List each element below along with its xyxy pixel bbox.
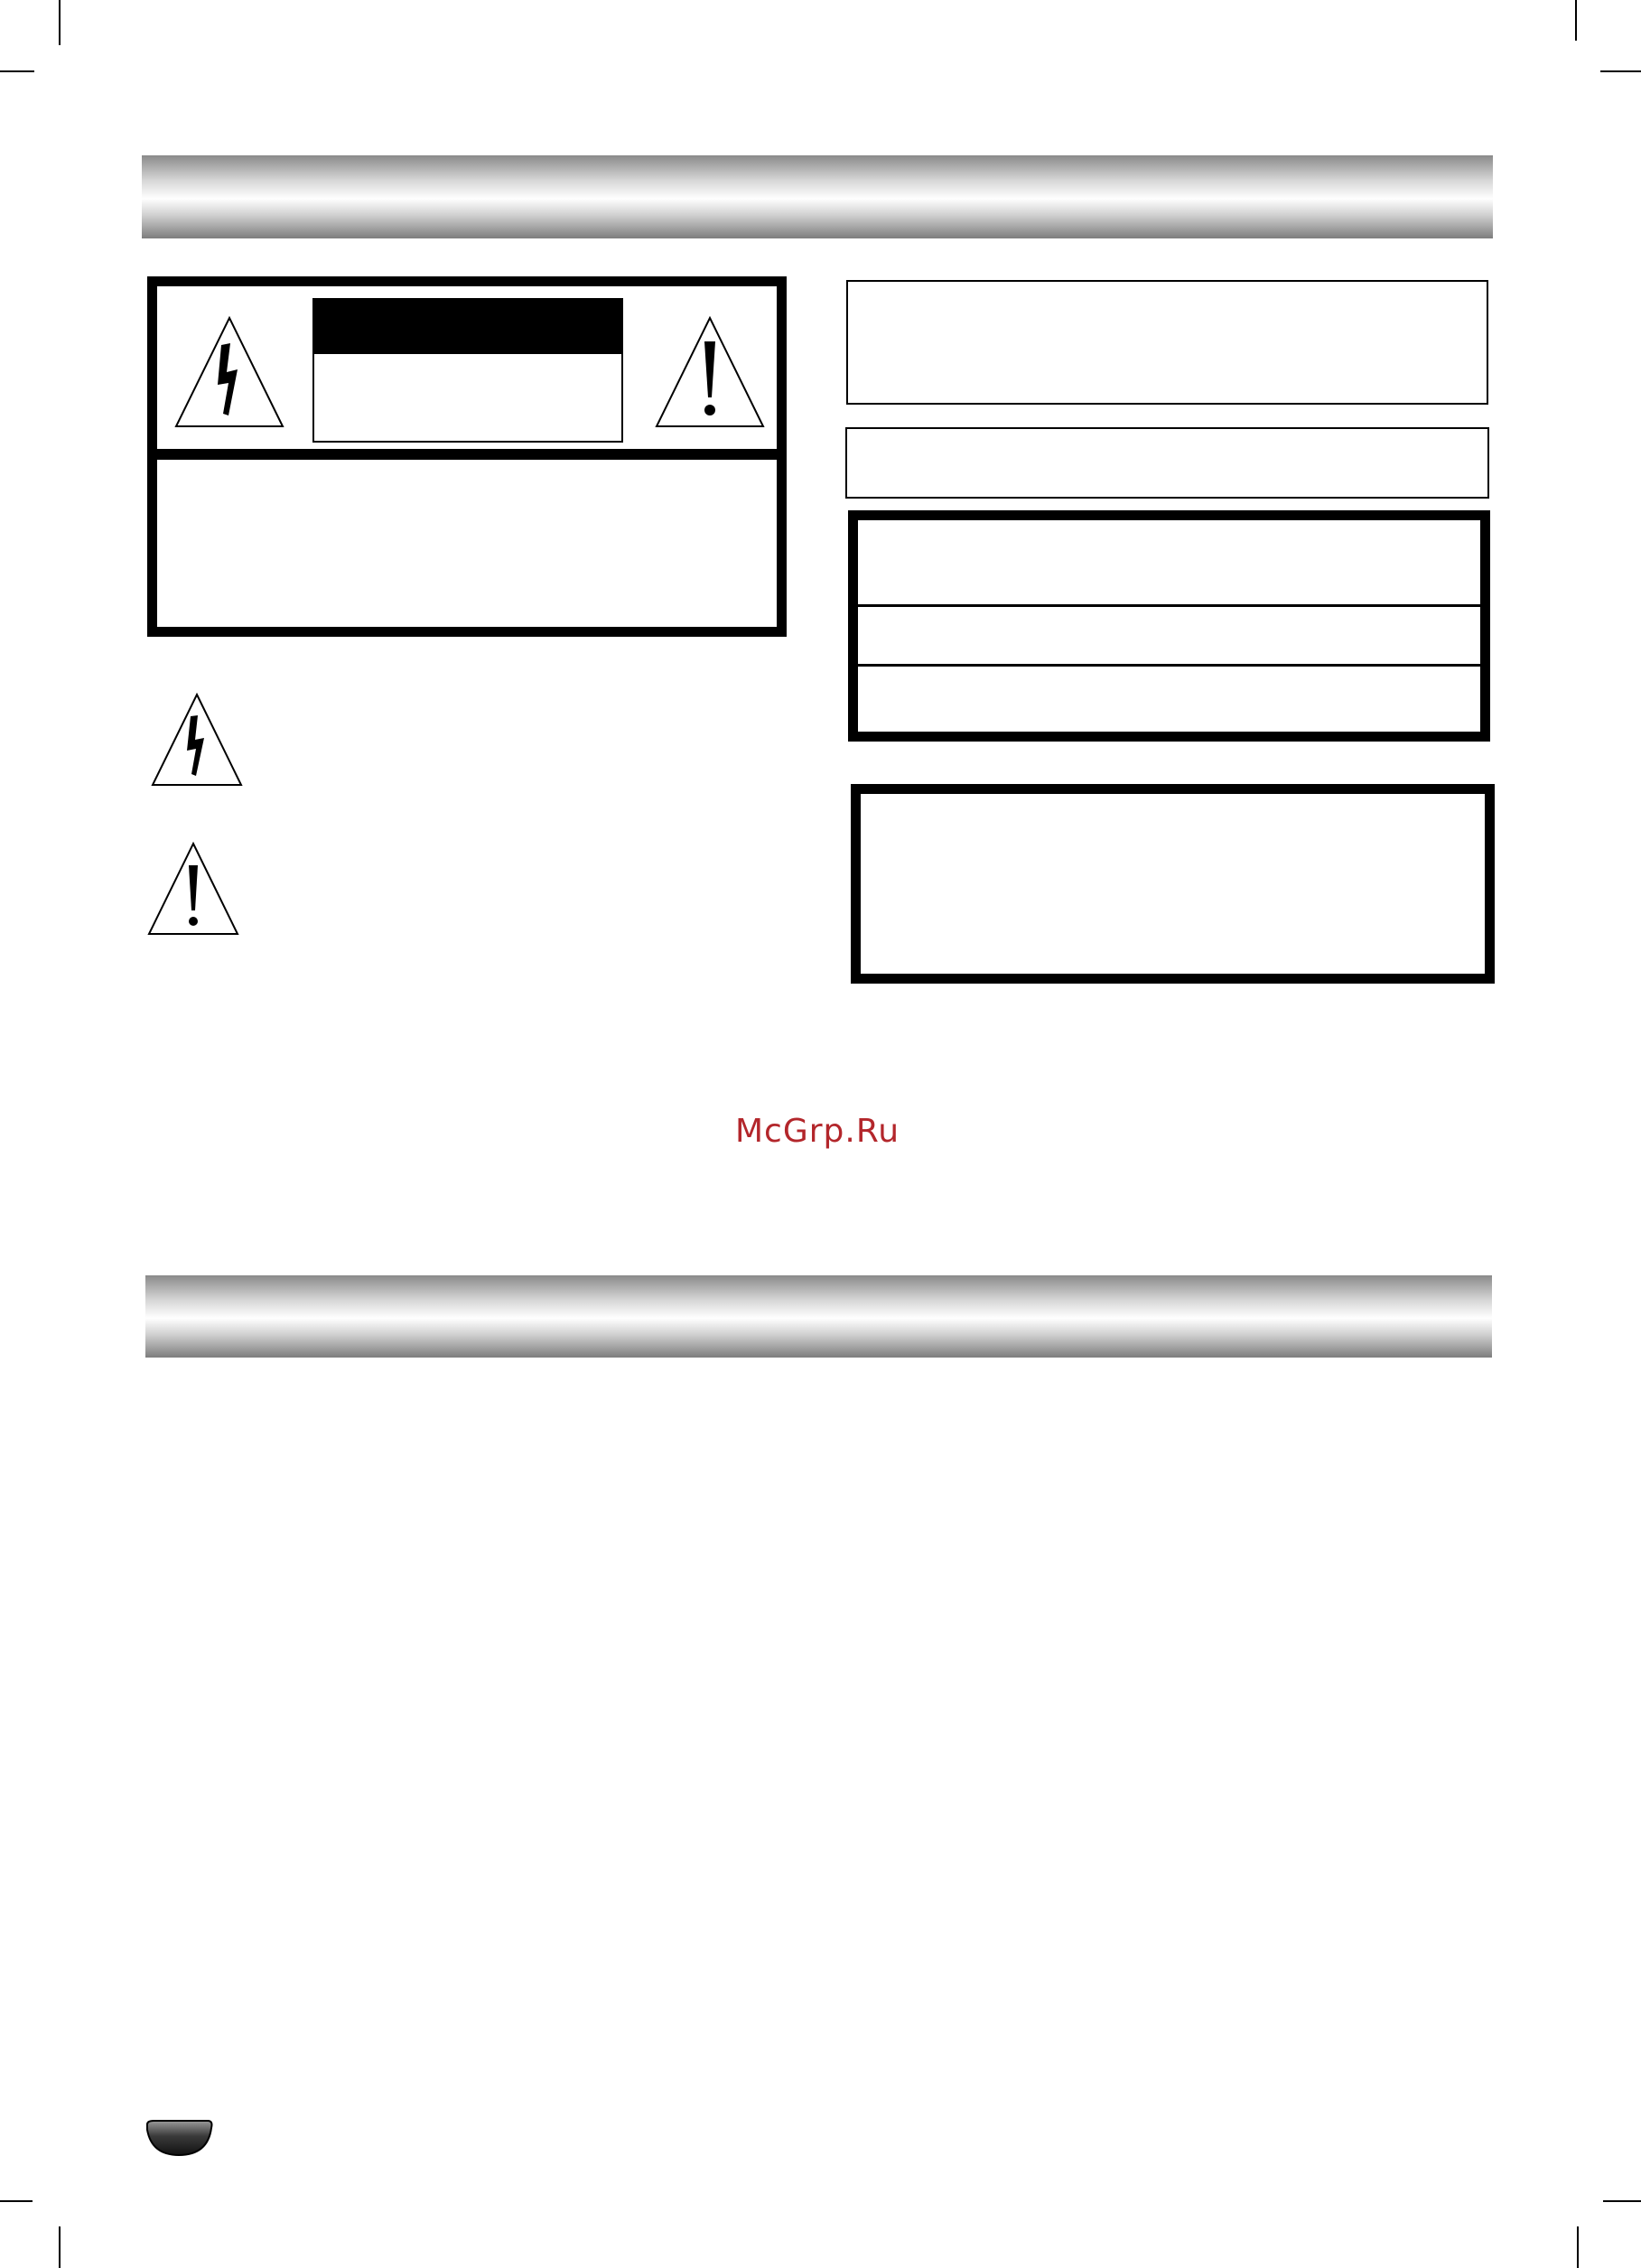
crop-mark-top-left-v	[59, 0, 61, 45]
crop-mark-top-right-h	[1600, 70, 1641, 72]
notice-box-2	[845, 427, 1489, 499]
crop-mark-bottom-left-h	[0, 2200, 33, 2202]
notice-table-divider-2	[858, 664, 1480, 667]
section-header-bar-top	[142, 155, 1493, 238]
crop-mark-bottom-right-h	[1603, 2200, 1641, 2202]
crop-mark-bottom-left-v	[59, 2226, 61, 2268]
caution-box-divider	[154, 449, 780, 460]
notice-box-1	[846, 280, 1488, 405]
notice-table-box	[848, 510, 1490, 742]
notice-table-divider-1	[858, 604, 1480, 607]
crop-mark-bottom-right-v	[1577, 2226, 1579, 2268]
watermark: McGrp.Ru	[735, 1113, 900, 1150]
notice-box-thick	[851, 784, 1495, 984]
crop-mark-top-right-v	[1575, 0, 1577, 41]
caution-label-body	[312, 298, 623, 443]
crop-mark-top-left-h	[0, 70, 34, 72]
section-header-bar-bottom	[145, 1275, 1492, 1358]
